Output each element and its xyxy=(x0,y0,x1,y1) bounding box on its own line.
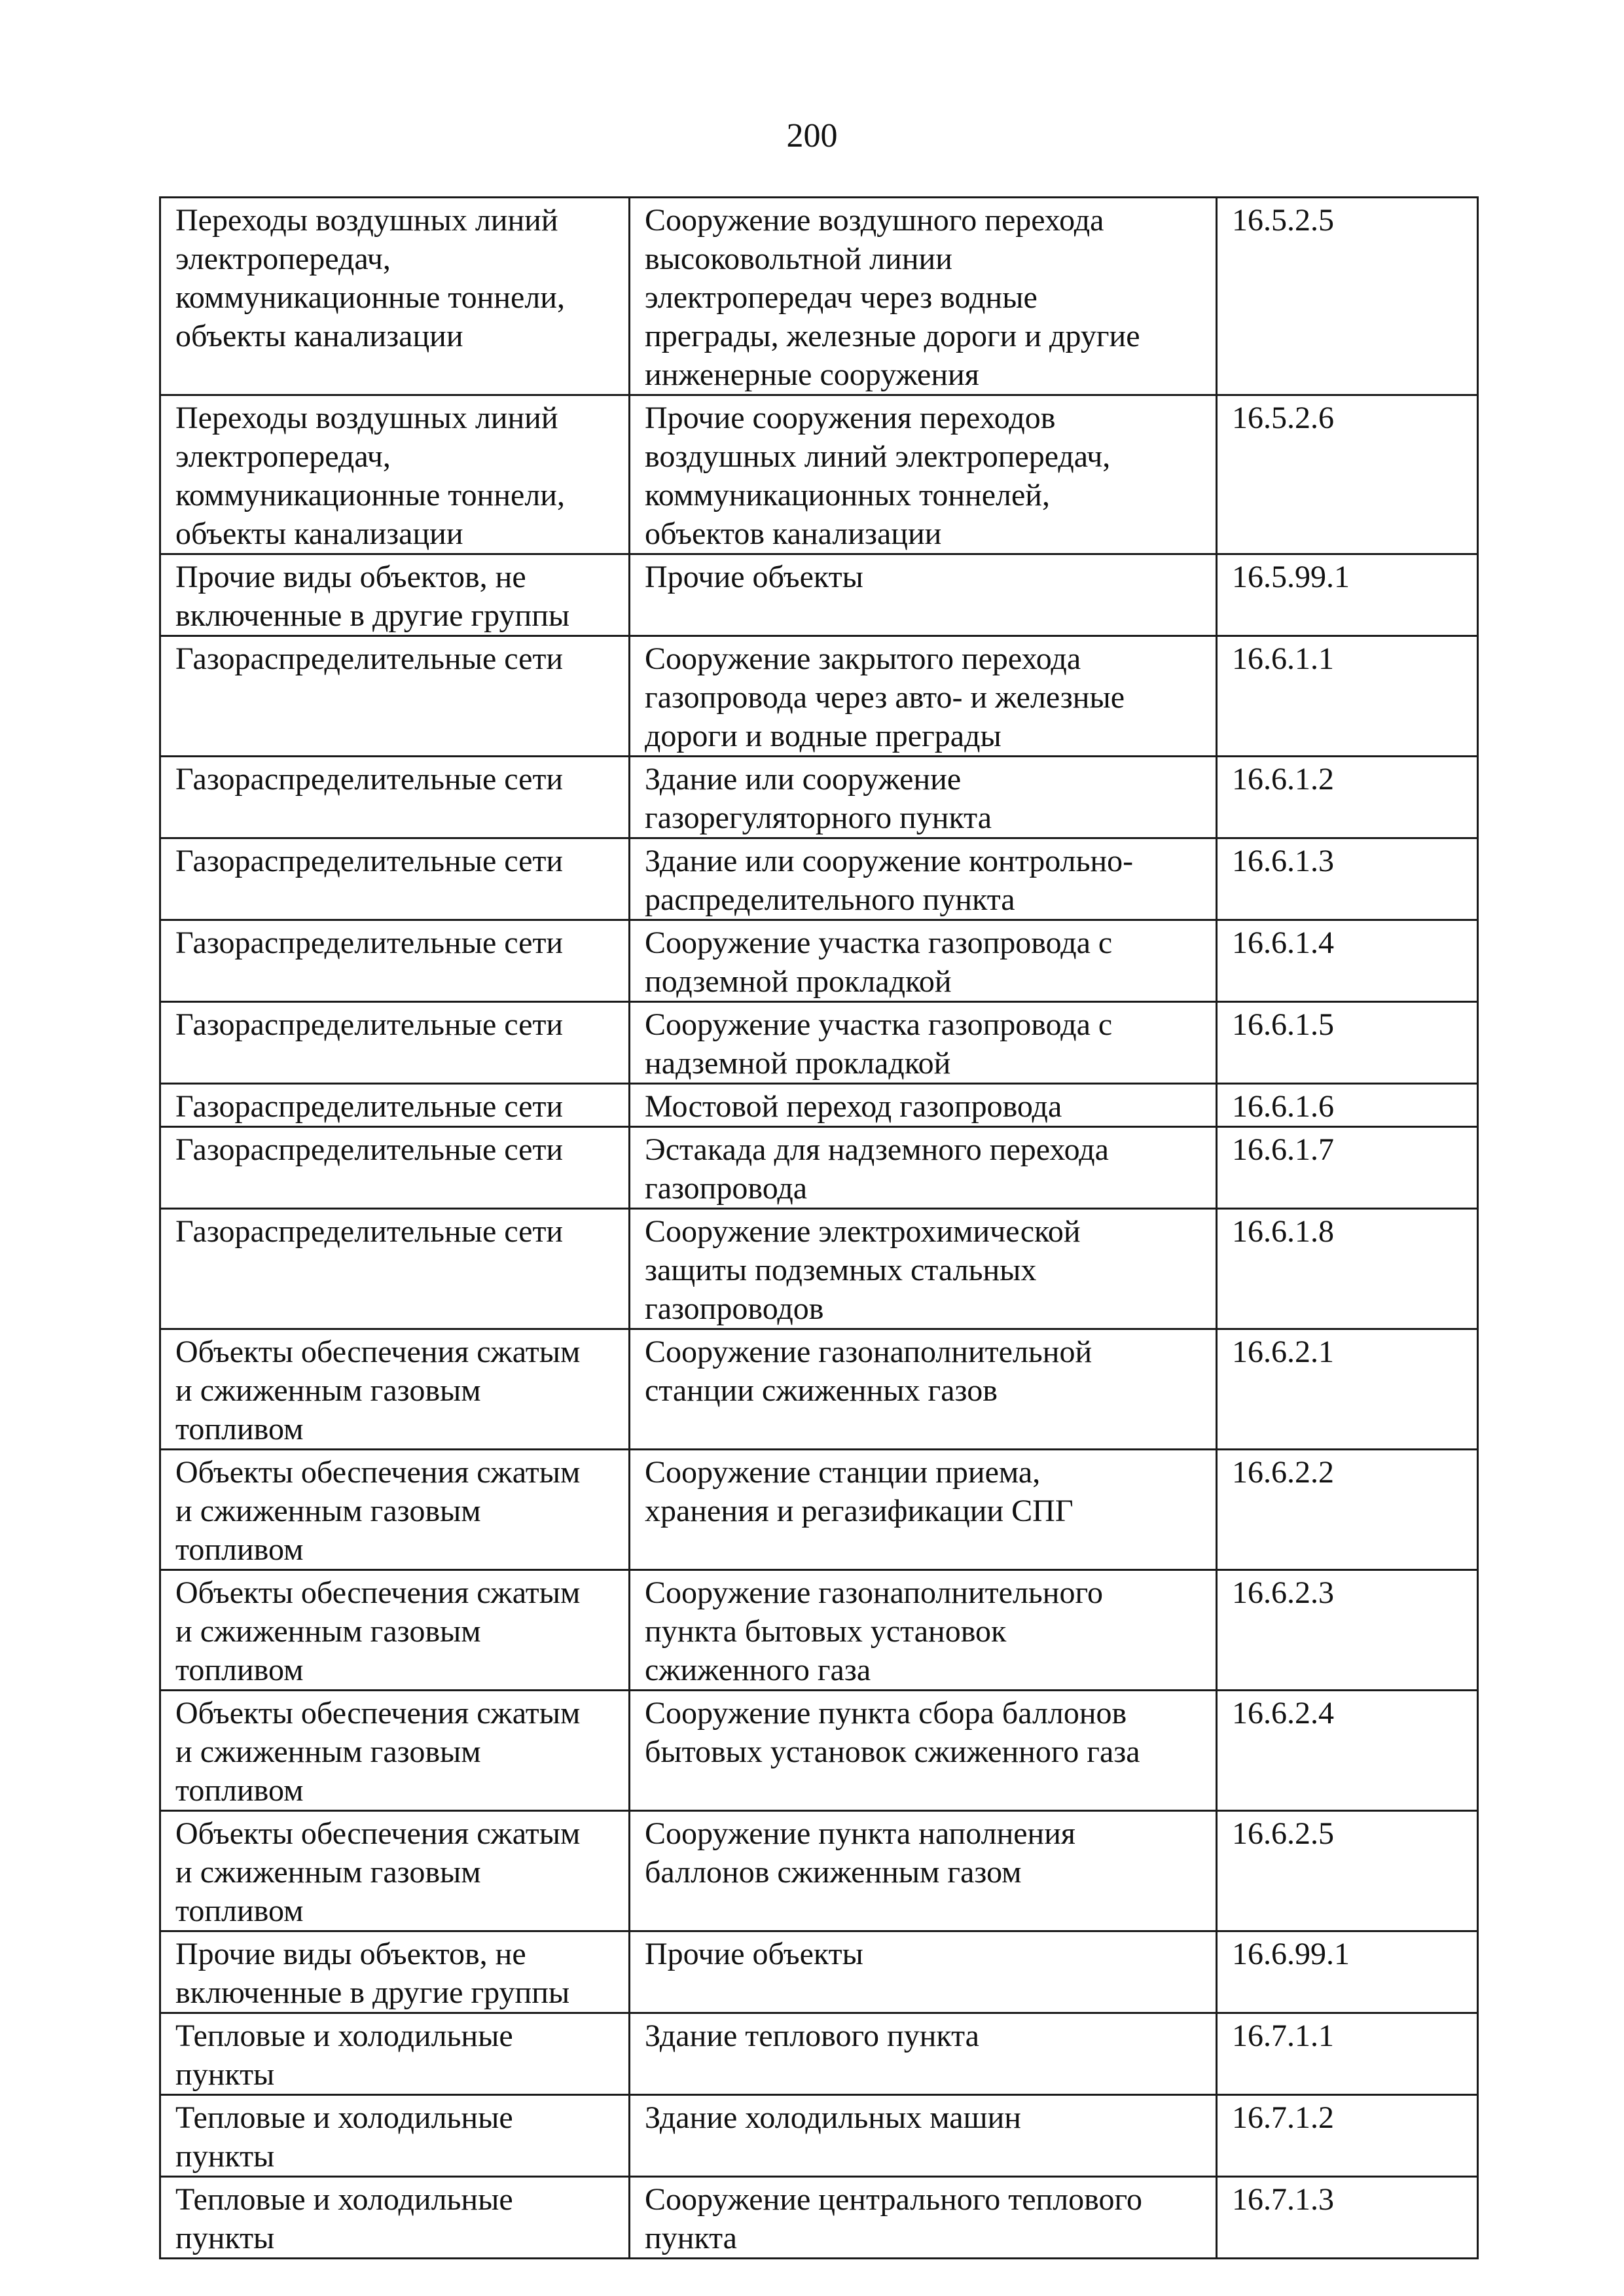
code-cell: 16.6.1.8 xyxy=(1217,1209,1478,1329)
table-row xyxy=(160,554,1478,636)
group-cell: Переходы воздушных линий электропередач, коммуникационные тоннели, объекты канализации xyxy=(160,395,630,554)
table-row xyxy=(160,1209,1478,1329)
group-cell: Газораспределительные сети xyxy=(160,757,630,838)
object-name-cell: Прочие объекты xyxy=(630,1931,1217,2013)
table-row xyxy=(160,1931,1478,2013)
classification-table xyxy=(159,196,1479,2259)
code-cell: 16.6.99.1 xyxy=(1217,1931,1478,2013)
table-row xyxy=(160,838,1478,920)
code-cell: 16.6.1.6 xyxy=(1217,1084,1478,1127)
table-row xyxy=(160,1127,1478,1209)
object-name-cell: Здание или сооружение газорегуляторного пункта xyxy=(630,757,1217,838)
group-cell: Газораспределительные сети xyxy=(160,920,630,1002)
code-cell: 16.7.1.1 xyxy=(1217,2013,1478,2095)
code-cell: 16.6.1.7 xyxy=(1217,1127,1478,1209)
code-cell: 16.6.2.4 xyxy=(1217,1691,1478,1811)
group-cell: Газораспределительные сети xyxy=(160,838,630,920)
group-cell: Газораспределительные сети xyxy=(160,1209,630,1329)
code-cell: 16.5.99.1 xyxy=(1217,554,1478,636)
group-cell: Тепловые и холодильные пункты xyxy=(160,2095,630,2177)
object-name-cell: Мостовой переход газопровода xyxy=(630,1084,1217,1127)
object-name-cell: Сооружение закрытого перехода газопровода через авто- и железные дороги и водные преграды xyxy=(630,636,1217,757)
code-cell: 16.6.1.5 xyxy=(1217,1002,1478,1084)
object-name-cell: Прочие сооружения переходов воздушных линий электропередач, коммуникационных тоннелей, объектов канализации xyxy=(630,395,1217,554)
object-name-cell: Сооружение центрального теплового пункта xyxy=(630,2177,1217,2259)
code-cell: 16.6.2.5 xyxy=(1217,1811,1478,1931)
code-cell: 16.6.2.2 xyxy=(1217,1450,1478,1570)
group-cell: Прочие виды объектов, не включенные в другие группы xyxy=(160,554,630,636)
group-cell: Газораспределительные сети xyxy=(160,1127,630,1209)
group-cell: Тепловые и холодильные пункты xyxy=(160,2177,630,2259)
code-cell: 16.6.1.2 xyxy=(1217,757,1478,838)
object-name-cell: Эстакада для надземного перехода газопровода xyxy=(630,1127,1217,1209)
table-row xyxy=(160,198,1478,395)
object-name-cell: Сооружение станции приема, хранения и регазификации СПГ xyxy=(630,1450,1217,1570)
object-name-cell: Сооружение участка газопровода с подземной прокладкой xyxy=(630,920,1217,1002)
table-row xyxy=(160,1002,1478,1084)
table-body xyxy=(160,198,1478,2259)
object-name-cell: Сооружение воздушного перехода высоковольтной линии электропередач через водные преграды, железные дороги и другие инженерные сооружения xyxy=(630,198,1217,395)
table-row xyxy=(160,1084,1478,1127)
object-name-cell: Сооружение газонаполнительного пункта бытовых установок сжиженного газа xyxy=(630,1570,1217,1691)
code-cell: 16.7.1.3 xyxy=(1217,2177,1478,2259)
object-name-cell: Здание теплового пункта xyxy=(630,2013,1217,2095)
table-row xyxy=(160,1691,1478,1811)
object-name-cell: Здание или сооружение контрольно- распределительного пункта xyxy=(630,838,1217,920)
table-row xyxy=(160,636,1478,757)
group-cell: Объекты обеспечения сжатым и сжиженным газовым топливом xyxy=(160,1450,630,1570)
object-name-cell: Прочие объекты xyxy=(630,554,1217,636)
group-cell: Газораспределительные сети xyxy=(160,1084,630,1127)
table-row xyxy=(160,2095,1478,2177)
code-cell: 16.5.2.6 xyxy=(1217,395,1478,554)
code-cell: 16.6.1.3 xyxy=(1217,838,1478,920)
table-row xyxy=(160,1450,1478,1570)
group-cell: Объекты обеспечения сжатым и сжиженным газовым топливом xyxy=(160,1811,630,1931)
table-row xyxy=(160,1329,1478,1450)
object-name-cell: Сооружение пункта сбора баллонов бытовых установок сжиженного газа xyxy=(630,1691,1217,1811)
object-name-cell: Сооружение газонаполнительной станции сжиженных газов xyxy=(630,1329,1217,1450)
table-row xyxy=(160,395,1478,554)
page-number: 200 xyxy=(786,117,838,154)
code-cell: 16.7.1.2 xyxy=(1217,2095,1478,2177)
object-name-cell: Здание холодильных машин xyxy=(630,2095,1217,2177)
code-cell: 16.6.2.3 xyxy=(1217,1570,1478,1691)
code-cell: 16.6.1.4 xyxy=(1217,920,1478,1002)
code-cell: 16.6.2.1 xyxy=(1217,1329,1478,1450)
group-cell: Тепловые и холодильные пункты xyxy=(160,2013,630,2095)
object-name-cell: Сооружение участка газопровода с надземной прокладкой xyxy=(630,1002,1217,1084)
object-name-cell: Сооружение электрохимической защиты подземных стальных газопроводов xyxy=(630,1209,1217,1329)
table-row xyxy=(160,2013,1478,2095)
table-row xyxy=(160,1811,1478,1931)
group-cell: Газораспределительные сети xyxy=(160,1002,630,1084)
table-row xyxy=(160,1570,1478,1691)
group-cell: Объекты обеспечения сжатым и сжиженным газовым топливом xyxy=(160,1329,630,1450)
code-cell: 16.6.1.1 xyxy=(1217,636,1478,757)
code-cell: 16.5.2.5 xyxy=(1217,198,1478,395)
group-cell: Газораспределительные сети xyxy=(160,636,630,757)
table-row xyxy=(160,2177,1478,2259)
group-cell: Переходы воздушных линий электропередач, коммуникационные тоннели, объекты канализации xyxy=(160,198,630,395)
table-row xyxy=(160,920,1478,1002)
group-cell: Объекты обеспечения сжатым и сжиженным газовым топливом xyxy=(160,1570,630,1691)
group-cell: Объекты обеспечения сжатым и сжиженным газовым топливом xyxy=(160,1691,630,1811)
group-cell: Прочие виды объектов, не включенные в другие группы xyxy=(160,1931,630,2013)
table-row xyxy=(160,757,1478,838)
object-name-cell: Сооружение пункта наполнения баллонов сжиженным газом xyxy=(630,1811,1217,1931)
